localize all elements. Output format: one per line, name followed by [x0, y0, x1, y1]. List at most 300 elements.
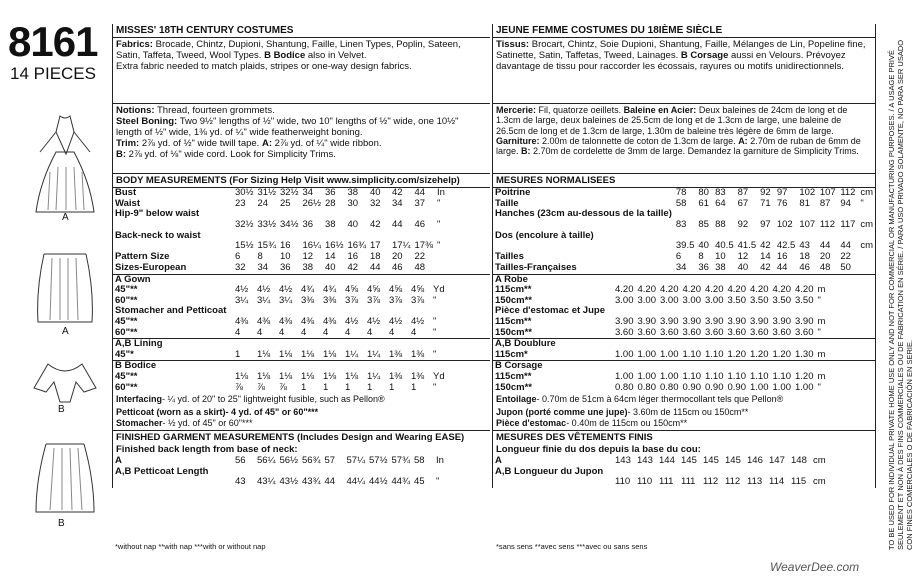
row-label: Poitrine [495, 187, 531, 198]
row-value: 42 [760, 240, 771, 252]
row-value: 4 [345, 326, 351, 338]
row-value: 1.00 [615, 370, 634, 382]
row-unit: " [433, 315, 437, 327]
row-value: 44 [840, 240, 851, 252]
row-value: 18 [370, 251, 381, 263]
row-label: 45"** [115, 315, 138, 327]
fabrics-block [113, 38, 490, 104]
row-unit: m [817, 370, 826, 382]
bodice-text: also in Velvet. [307, 50, 367, 61]
row-value: 87 [819, 197, 831, 209]
row-value: 37 [414, 197, 426, 209]
row-value: 1.00 [615, 348, 634, 360]
table-row [493, 328, 875, 339]
row-label: Hanches (23cm au-dessous de la taille) [495, 208, 672, 220]
row-unit: m [817, 284, 826, 296]
row-value: 4⅝ [367, 284, 381, 296]
row-value: 56¼ [257, 455, 276, 467]
row-value: 44 [324, 476, 336, 488]
row-value: 1⅜ [411, 348, 425, 360]
row-label: 60"** [115, 294, 138, 306]
row-value: 36 [325, 187, 336, 198]
row-label: A,B Doublure [495, 338, 556, 350]
row-value: 28 [325, 197, 336, 209]
row-value: 4.20 [750, 284, 769, 296]
row-value: 112 [819, 218, 835, 230]
tissus-block [493, 38, 875, 104]
row-value: 147 [769, 455, 785, 467]
row-label: A Gown [115, 273, 151, 285]
row-label [113, 477, 233, 488]
row-value: 4⅝ [345, 284, 359, 296]
row-value: 76 [776, 197, 788, 209]
row-value: 32 [235, 261, 246, 273]
row-value: 3¼ [257, 294, 271, 306]
boning-label: Steel Boning: [116, 116, 178, 127]
table-row [113, 383, 490, 394]
tissus-label: Tissus: [496, 39, 530, 50]
table-row [113, 241, 490, 252]
row-unit: cm [813, 455, 826, 467]
row-value: 1⅛ [257, 348, 271, 360]
row-value: 0.80 [660, 381, 679, 393]
row-unit: cm [860, 218, 873, 230]
interfacing-note [113, 393, 490, 406]
row-value: 4.20 [637, 284, 656, 296]
row-value: 24 [257, 197, 269, 209]
row-value: 1 [389, 381, 395, 393]
row-label: A,B Longueur du Jupon [495, 465, 604, 477]
row-label: Stomacher and Petticoat [115, 305, 227, 317]
row-unit: " [433, 381, 437, 393]
corsage-text: aussi en Velours. [731, 50, 804, 61]
row-value: 1.00 [660, 370, 679, 382]
row-value: 4½ [411, 315, 425, 327]
row-value: 44¾ [391, 476, 410, 488]
row-value: 3.60 [615, 326, 634, 338]
weaverdee-watermark: WeaverDee.com [770, 560, 860, 574]
entoilage-label: Entoilage [496, 394, 537, 405]
fr-body-table [493, 188, 875, 274]
row-value: 1.10 [772, 370, 791, 382]
row-value: 44½ [369, 476, 388, 488]
row-unit: Yd [433, 370, 445, 382]
row-value: 1¼ [345, 348, 359, 360]
row-value: 110 [615, 476, 631, 488]
row-unit: m [817, 315, 826, 327]
row-value: 92 [737, 218, 749, 230]
table-row [113, 328, 490, 339]
row-label: 45"** [115, 370, 138, 382]
row-value: 32½ [280, 187, 299, 198]
row-value: 43¾ [302, 476, 321, 488]
row-value: 4⅝ [411, 284, 425, 296]
table-row [113, 477, 490, 488]
row-value: 85 [698, 218, 709, 230]
row-value: 16 [347, 251, 359, 263]
row-value: 146 [747, 455, 763, 467]
row-value: 4 [411, 326, 417, 338]
row-unit [435, 209, 490, 220]
row-value: 16 [776, 251, 788, 263]
row-value: 1.20 [750, 348, 769, 360]
row-value: 4⅜ [257, 315, 271, 327]
row-value: 32 [370, 197, 381, 209]
row-value: 3.60 [727, 326, 746, 338]
row-value: 1.00 [637, 370, 656, 382]
row-value: 34½ [280, 218, 299, 230]
row-value: 1⅜ [411, 370, 425, 382]
row-value: 1.00 [637, 348, 656, 360]
row-value: 40.5 [715, 240, 734, 252]
row-value: 1⅛ [279, 370, 293, 382]
row-value: ⅞ [235, 381, 243, 393]
row-value: 17⅜ [414, 240, 433, 252]
row-value: 3.90 [682, 315, 701, 327]
row-value: 44 [819, 240, 831, 252]
row-value: ⅞ [257, 381, 265, 393]
row-value: 83 [715, 187, 726, 198]
row-label: A [495, 455, 502, 467]
row-value: 38 [325, 218, 336, 230]
row-value: 3.60 [682, 326, 701, 338]
row-value: 67 [737, 197, 749, 209]
fr-finished-table [493, 456, 875, 488]
row-value: 0.90 [705, 381, 724, 393]
row-value: 148 [791, 455, 807, 467]
table-row [493, 188, 875, 199]
row-value: 3.00 [682, 294, 701, 306]
row-value: 143 [615, 455, 631, 467]
stomacher-label: Stomacher [116, 418, 163, 429]
row-value: 20 [819, 251, 831, 263]
row-value: 3⅞ [367, 294, 381, 306]
table-row [493, 372, 875, 383]
row-label: Back-neck to waist [115, 229, 201, 241]
row-unit [435, 263, 490, 274]
row-value: 34 [302, 187, 314, 198]
row-value: 0.90 [682, 381, 701, 393]
row-value: 36 [280, 261, 291, 273]
row-value: 1 [367, 381, 373, 393]
row-label: 115cm** [495, 370, 532, 382]
row-value: 4½ [345, 315, 359, 327]
row-value: 4⅜ [235, 315, 249, 327]
row-value: 112 [703, 476, 719, 488]
row-value: 17 [370, 240, 381, 252]
trim-text: 2⅞ yd. of ½" wide twill tape. [141, 138, 260, 149]
row-unit: m [817, 348, 826, 360]
row-label: Tailles [495, 251, 524, 263]
row-value: 0.90 [727, 381, 746, 393]
row-value: 56½ [279, 455, 298, 467]
row-value: 4⅜ [279, 315, 293, 327]
row-value: 1.20 [772, 348, 791, 360]
row-label: Hip-9" below waist [115, 208, 200, 220]
row-unit [434, 467, 490, 478]
view-b-skirt-sketch [30, 440, 100, 515]
row-value: 44 [392, 218, 403, 230]
row-value: 4 [279, 326, 285, 338]
piece-label: Pièce d'estomac [496, 418, 567, 429]
row-value: 43¼ [257, 476, 276, 488]
row-label: Sizes-European [115, 261, 187, 273]
row-unit: In [437, 187, 445, 198]
interfacing-label: Interfacing [116, 394, 163, 405]
row-value: 58 [675, 197, 687, 209]
row-value: 110 [637, 476, 653, 488]
row-value: 26½ [302, 197, 321, 209]
row-value: ⅞ [279, 381, 287, 393]
table-row [113, 231, 490, 242]
row-value: 10 [280, 251, 291, 263]
row-value: 6 [235, 251, 241, 263]
garn-b-label: B: [521, 146, 531, 157]
row-label: A,B Lining [115, 338, 163, 350]
row-value: 3.90 [705, 315, 724, 327]
garn-a-text: 2.70m de ruban de 6mm de large. [496, 135, 861, 157]
row-value: 1.00 [660, 348, 679, 360]
row-value: 10 [715, 251, 726, 263]
row-value: 81 [799, 197, 810, 209]
row-label: Tailles-Françaises [495, 261, 577, 273]
row-value: 4 [301, 326, 307, 338]
row-value: 1.00 [795, 381, 814, 393]
row-value: 43 [799, 240, 810, 252]
row-value: 4.20 [705, 284, 724, 296]
row-value: 111 [681, 476, 696, 488]
english-column [112, 24, 490, 488]
row-label: Pattern Size [115, 251, 170, 263]
trim-a-label: A: [261, 138, 272, 149]
table-row [493, 241, 875, 252]
row-value: 144 [659, 455, 675, 467]
row-value: 145 [725, 455, 741, 467]
row-value: 1⅜ [389, 348, 403, 360]
row-value: 40 [737, 261, 749, 273]
row-value: 40 [347, 218, 359, 230]
pattern-number: 8161 [8, 18, 98, 65]
row-value: 16 [280, 240, 291, 252]
table-row [113, 188, 490, 199]
row-value: 112 [840, 187, 856, 198]
row-value: 107 [799, 218, 816, 230]
row-value: 3⅜ [301, 294, 315, 306]
row-value: 12 [302, 251, 314, 263]
row-value: 46 [799, 261, 810, 273]
row-value: 4.20 [615, 284, 634, 296]
interfacing-text: - ¼ yd. of 20" to 25" lightweight fusible, such as Pellon® [162, 394, 385, 405]
row-value: 97 [760, 218, 771, 230]
view-b-bodice-sketch [30, 360, 100, 405]
row-label: 60"** [115, 381, 138, 393]
table-row [113, 263, 490, 274]
row-value: 83 [675, 218, 687, 230]
row-value: 44 [414, 187, 426, 198]
row-label: Taille [495, 197, 519, 209]
en-body-table [113, 188, 490, 274]
jupon-text: - 3.60m de 115cm ou 150cm** [627, 407, 749, 418]
trim-b-label: B: [116, 149, 127, 160]
row-label: 115cm** [495, 315, 532, 327]
row-value: 57½ [369, 455, 388, 467]
row-label: 150cm** [495, 326, 532, 338]
row-value: 3¼ [235, 294, 249, 306]
row-value: 22 [840, 251, 851, 263]
trim-b-text: 2⅞ yd. of ⅛" wide cord. Look for Simplicity Trims. [128, 149, 336, 160]
row-unit: " [436, 476, 440, 488]
row-value: 3.60 [750, 326, 769, 338]
garniture-text: 2.00m de talonnette de coton de 1.3cm de large. [542, 135, 736, 146]
row-value: 44 [776, 261, 788, 273]
tissus-text: Brocart, Chintz, Soie Dupioni, Shantung, Faille, Mélanges de Lin, Popeline fine, Satinette, Satin, Taffetas, Tweed, Lainages. [496, 39, 866, 61]
fr-footnote: *sans sens **avec sens ***avec ou sans sens [496, 542, 648, 551]
row-unit: cm [813, 476, 826, 488]
row-value: 20 [392, 251, 403, 263]
row-value: 4 [323, 326, 329, 338]
row-value: 3.00 [615, 294, 634, 306]
row-value: 3⅞ [411, 294, 425, 306]
fr-finished-subtitle: Longueur finie du dos depuis la base du cou: [496, 444, 701, 456]
row-value: 0.80 [615, 381, 634, 393]
row-value: 50 [840, 261, 851, 273]
row-value: 42 [392, 187, 403, 198]
row-value: 16¾ [347, 240, 366, 252]
view-label: B [58, 518, 65, 529]
notions-block [113, 104, 490, 174]
row-value: 3.60 [772, 326, 791, 338]
en-footnote: *without nap **with nap ***with or without nap [115, 542, 266, 551]
fabrics-text: Brocade, Chintz, Dupioni, Shantung, Faille, Linen Types, Poplin, Sateen, Satin, Taffeta, Tweed, Wool Types. [116, 39, 461, 61]
row-value: 3⅞ [345, 294, 359, 306]
row-value: 38 [302, 261, 314, 273]
row-value: 78 [675, 187, 687, 198]
en-finished-table [113, 456, 490, 488]
row-value: 1.30 [795, 348, 814, 360]
row-unit: cm [860, 240, 873, 252]
row-value: 44 [370, 261, 381, 273]
fr-yardage-table [493, 274, 875, 394]
row-value: 57¼ [346, 455, 365, 467]
row-value: 38 [347, 187, 359, 198]
row-value: 8 [257, 251, 263, 263]
row-value: 3.90 [637, 315, 656, 327]
usage-disclaimer-text: TO BE USED FOR INDIVIDUAL PRIVATE HOME USE ONLY AND NOT FOR COMMERCIAL OR MANUFACTURING PURPOSES. / A USAGE PRIVÉ SEULEMENT ET NON À DES FINS COMMERCIALES OU DE FABRICATION EN SÉRIE. / PARA USO PRIVADO SOLAMENTE, NO PARA SER USADO CON FINES COMERCIALES O DE FABRICACIÓN EN SERIE. [887, 39, 914, 550]
row-value: 1.10 [682, 370, 701, 382]
row-value: 1⅜ [389, 370, 403, 382]
row-unit [431, 306, 490, 317]
row-value: 4 [257, 326, 263, 338]
row-value: 34 [392, 197, 403, 209]
row-label: 60"** [115, 326, 138, 338]
row-value: 88 [715, 218, 726, 230]
petticoat-stomacher-note [113, 406, 490, 431]
row-label: 45"* [115, 348, 134, 360]
bodice-label: B Bodice [264, 50, 306, 61]
row-value: 1.10 [705, 348, 724, 360]
row-label: A,B Petticoat Length [115, 465, 209, 477]
row-value: 34 [257, 261, 269, 273]
row-value: 3⅞ [389, 294, 403, 306]
trim-a-text: 2⅞ yd. of ¼" wide ribbon. [274, 138, 382, 149]
row-value: 58 [414, 455, 425, 467]
row-value: 38 [715, 261, 726, 273]
row-value: 61 [698, 197, 709, 209]
row-value: 57 [324, 455, 336, 467]
row-label: B Corsage [495, 360, 543, 372]
row-value: 15¾ [257, 240, 276, 252]
row-value: 30½ [235, 187, 254, 198]
row-value: 115 [791, 476, 807, 488]
row-value: 36 [698, 261, 709, 273]
row-value: 3.90 [750, 315, 769, 327]
piece-text: - 0.40m de 115cm ou 150cm** [566, 418, 688, 429]
row-value: 4 [367, 326, 373, 338]
row-value: 4½ [389, 315, 403, 327]
row-value: 45 [414, 476, 425, 488]
row-value: 3.50 [727, 294, 746, 306]
row-value: 3.60 [637, 326, 656, 338]
row-value: 3.90 [795, 315, 814, 327]
row-value: 4¾ [301, 284, 315, 296]
row-value: 1 [323, 381, 329, 393]
row-value: 3⅜ [323, 294, 337, 306]
row-label: B Bodice [115, 360, 157, 372]
mercerie-block [493, 104, 875, 174]
finished-subtitle: Finished back length from base of neck: [116, 444, 298, 456]
row-value: 1.10 [682, 348, 701, 360]
row-value: 1 [411, 381, 417, 393]
trim-label: Trim: [116, 138, 140, 149]
row-value: 97 [776, 187, 788, 198]
row-value: 42 [370, 218, 381, 230]
row-value: 1.00 [750, 381, 769, 393]
row-value: 3.50 [795, 294, 814, 306]
row-value: 39.5 [675, 240, 695, 252]
row-value: 30 [347, 197, 359, 209]
row-value: 1.20 [795, 370, 814, 382]
row-value: 3.00 [660, 294, 679, 306]
row-value: 1⅛ [235, 370, 249, 382]
row-value: 4.20 [682, 284, 701, 296]
baleine-text: Deux baleines de 24cm de long et de 1.3cm de large, deux baleines de 25.5cm de long et de 1.3cm de large, une baleine de 26.5cm de long et de 1.3cm de large, 1.30m de baleine très légère de 6mm de large. [496, 105, 848, 136]
row-value: 46 [392, 261, 403, 273]
row-value: 34 [675, 261, 687, 273]
stomacher-text: - ½ yd. of 45" or 60"*** [162, 418, 253, 429]
en-yardage-table [113, 274, 490, 394]
row-value: 14 [760, 251, 771, 263]
row-value: 40 [698, 240, 709, 252]
row-value: 107 [819, 187, 836, 198]
row-value: 4⅜ [323, 315, 337, 327]
english-title: MISSES' 18TH CENTURY COSTUMES [113, 24, 490, 38]
row-value: 4½ [235, 284, 249, 296]
row-value: 48 [414, 261, 426, 273]
fabrics-label: Fabrics: [116, 39, 153, 50]
usage-disclaimer [879, 30, 915, 550]
row-value: 1 [301, 381, 307, 393]
row-value: 4½ [367, 315, 381, 327]
row-value: 4½ [279, 284, 293, 296]
row-value: 3.60 [660, 326, 679, 338]
row-label: 150cm** [495, 294, 532, 306]
row-unit: cm [860, 187, 873, 198]
notions-label: Notions: [116, 105, 155, 116]
row-value: 145 [703, 455, 719, 467]
row-value: 23 [235, 197, 246, 209]
row-value: 4.20 [727, 284, 746, 296]
row-value: 8 [698, 251, 704, 263]
